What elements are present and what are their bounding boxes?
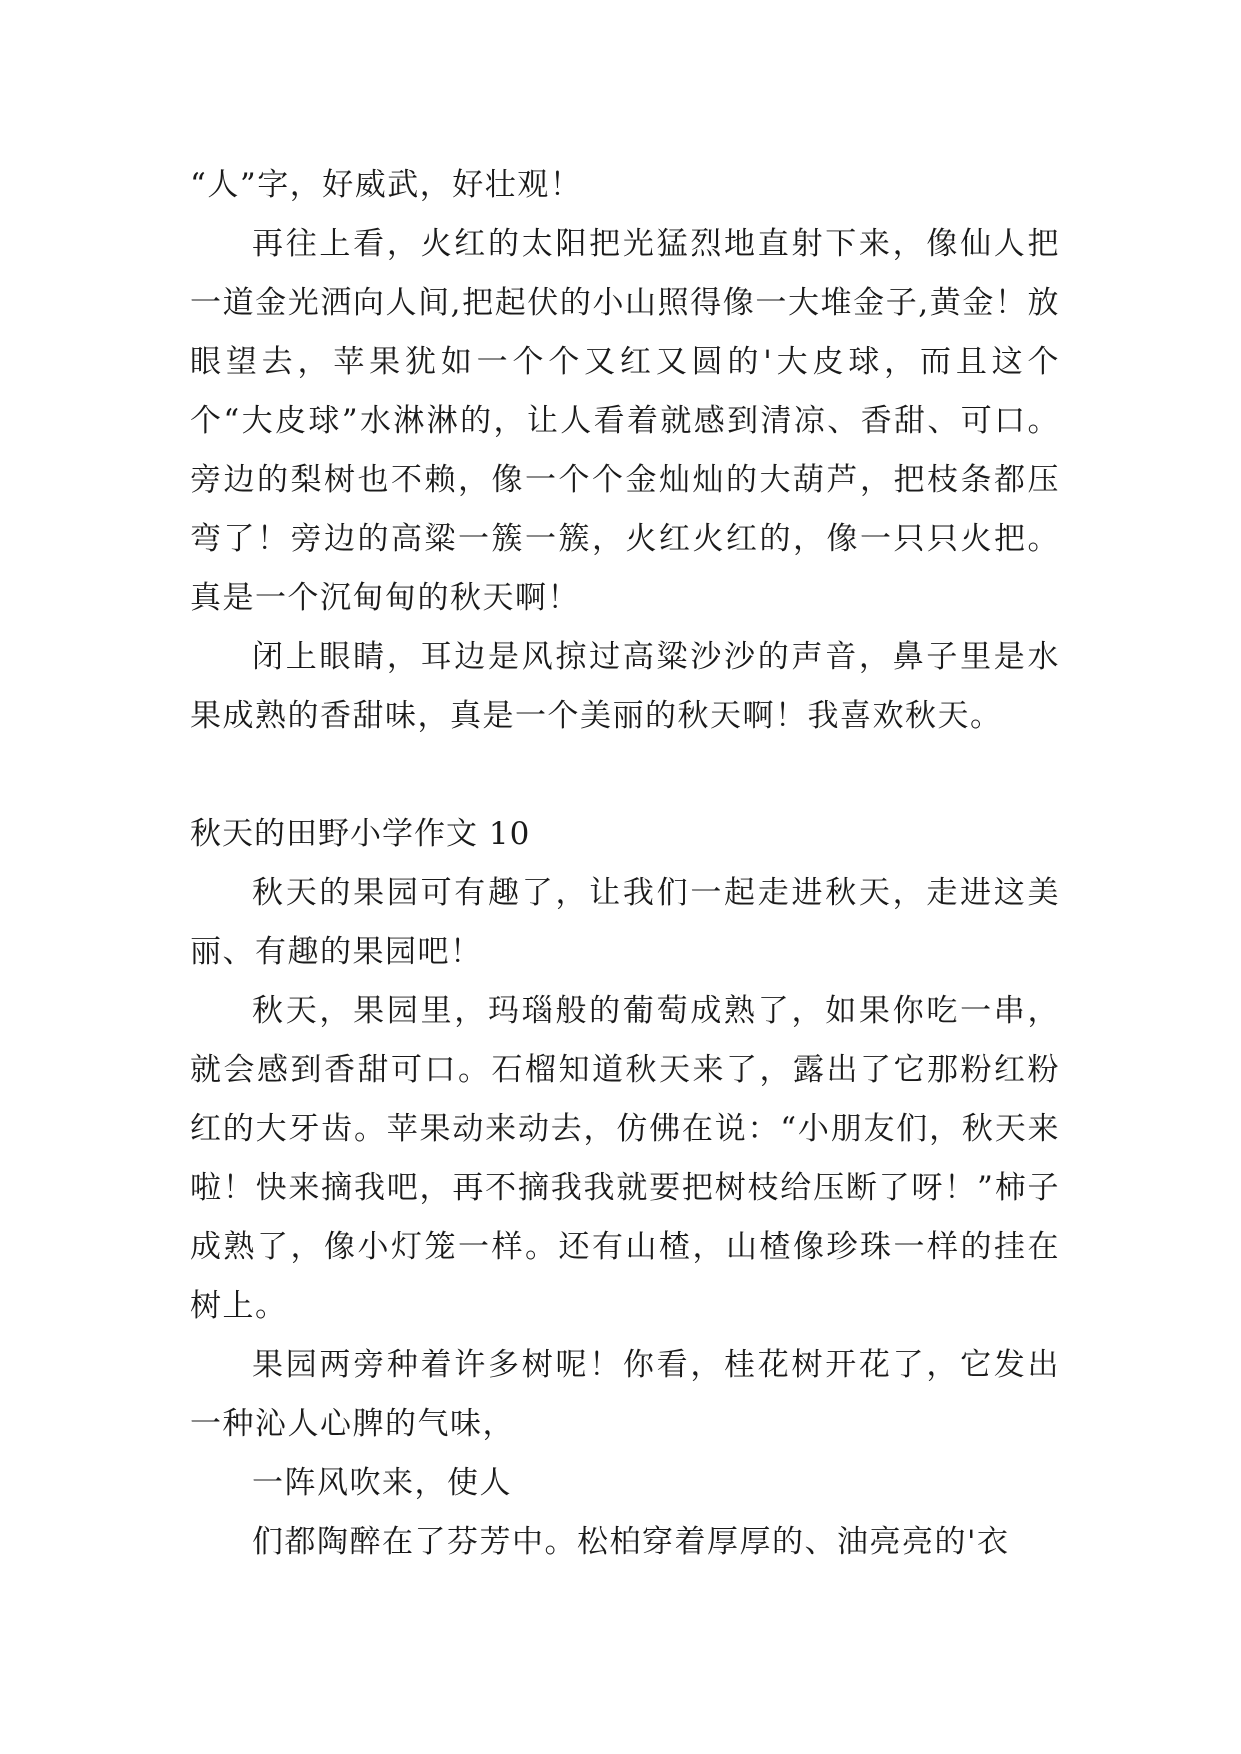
document-body	[190, 156, 1060, 1572]
paragraph-sky-description: 再往上看，火红的太阳把光猛烈地直射下来，像仙人把一道金光洒向人间,把起伏的小山照得像一大堆金子,黄金！放眼望去，苹果犹如一个个又红又圆的'大皮球，而且这个个“大皮球”水淋淋的，让人看着就感到清凉、香甜、可口。旁边的梨树也不赖，像一个个金灿灿的大葫芦，把枝条都压弯了！旁边的高粱一簇一簇，火红火红的，像一只只火把。真是一个沉甸甸的秋天啊！	[190, 226, 1060, 616]
paragraph-pine: 们都陶醉在了芬芳中。松柏穿着厚厚的、油亮亮的'衣	[252, 1524, 1010, 1560]
section-spacer	[190, 746, 1060, 805]
paragraph-orchard-fruits: 秋天，果园里，玛瑙般的葡萄成熟了，如果你吃一串，就会感到香甜可口。石榴知道秋天来了，露出了它那粉红粉红的大牙齿。苹果动来动去，仿佛在说：“小朋友们，秋天来啦！快来摘我吧，再不摘我我就要把树枝给压断了呀！”柿子成熟了，像小灯笼一样。还有山楂，山楂像珍珠一样的挂在树上。	[190, 993, 1060, 1324]
paragraph-continuation: “人”字，好威武，好壮观！	[190, 167, 583, 203]
paragraph-closing: 闭上眼睛，耳边是风掠过高粱沙沙的声音，鼻子里是水果成熟的香甜味，真是一个美丽的秋天啊！我喜欢秋天。	[190, 639, 1060, 734]
paragraph-intro: 秋天的果园可有趣了，让我们一起走进秋天，走进这美丽、有趣的果园吧！	[190, 875, 1060, 970]
paragraph-wind: 一阵风吹来，使人	[252, 1465, 512, 1501]
section-title: 秋天的田野小学作文 10	[190, 816, 531, 852]
paragraph-trees: 果园两旁种着许多树呢！你看，桂花树开花了，它发出一种沁人心脾的气味，	[190, 1347, 1060, 1442]
